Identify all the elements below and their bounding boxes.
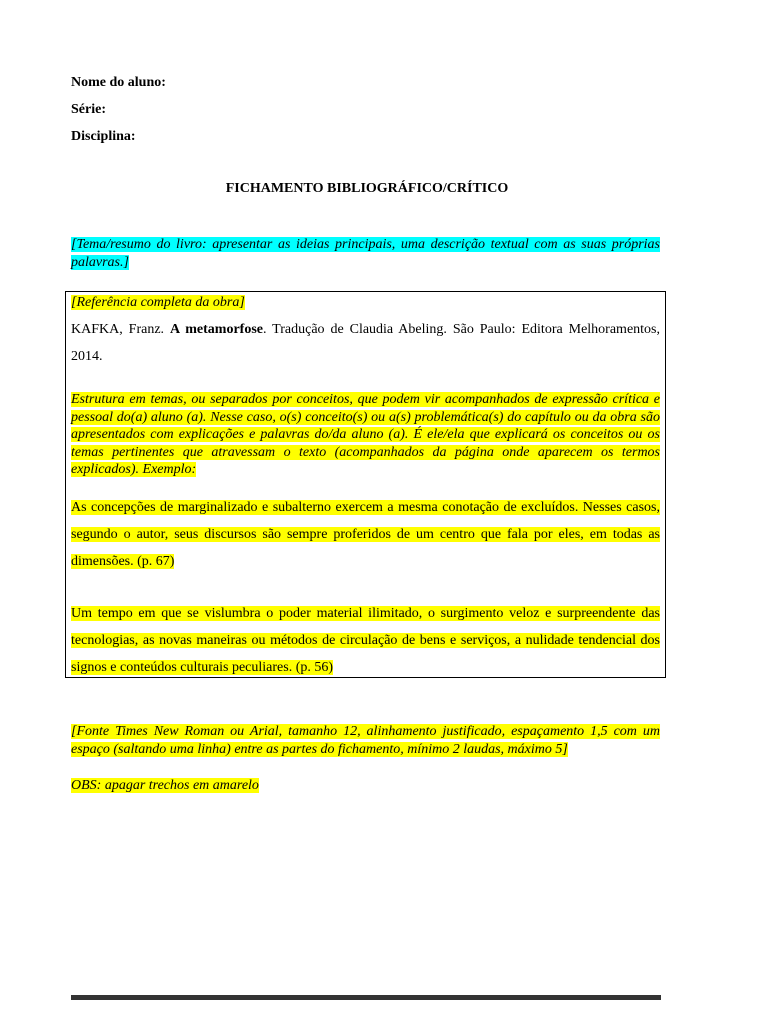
example-quote-1-text: As concepções de marginalizado e subalterno exercem a mesma conotação de excluídos. Nesses casos, segundo o autor, seus discursos são sempre proferidos de um centro que fala por eles, em todas as dimensões. (p. 67): [71, 500, 660, 569]
reference-label: [71, 294, 660, 312]
obs-note: [71, 777, 660, 795]
example-quote-2-text: Um tempo em que se vislumbra o poder material ilimitado, o surgimento veloz e surpreendente das tecnologias, as novas maneiras ou métodos de circulação de bens e serviços, a nulidade tendencial dos signos e conteúdos culturais peculiares. (p. 56): [71, 606, 660, 675]
theme-instruction-text: [Tema/resumo do livro: apresentar as ideias principais, uma descrição textual com as suas próprias palavras.]: [71, 237, 660, 270]
example-quote-2: [71, 600, 660, 681]
reference-author: KAFKA, Franz.: [71, 322, 170, 337]
reference-book-title: A metamorfose: [169, 322, 263, 337]
subject-label: Disciplina:: [71, 129, 136, 144]
structure-instruction: [71, 391, 660, 479]
reference-details: . Tradução de Claudia Abeling. São Paulo: Editora Melhoramentos, 2014.: [71, 322, 660, 364]
grade-label: Série:: [71, 102, 106, 117]
reference-label-text: [Referência completa da obra]: [71, 295, 245, 310]
structure-instruction-text: Estrutura em temas, ou separados por conceitos, que podem vir acompanhados de expressão crítica e pessoal do(a) aluno (a). Nesse caso, o(s) conceito(s) ou a(s) problemática(s) do capítulo ou da obra são apresentados com explicações e palavras do/da aluno (a). É ele/ela que explicará os conceitos ou os temas pertinentes que atravessam o texto (acompanhados da página onde aparecem os termos explicados). Exemplo:: [71, 392, 660, 478]
theme-instruction: [71, 236, 660, 272]
font-instruction: [71, 723, 660, 759]
student-name-label: Nome do aluno:: [71, 75, 166, 90]
bottom-divider: [71, 995, 661, 1000]
reference-citation: [71, 316, 660, 370]
document-title: FICHAMENTO BIBLIOGRÁFICO/CRÍTICO: [225, 181, 509, 196]
reference-box: [65, 291, 666, 678]
obs-note-text: OBS: apagar trechos em amarelo: [71, 778, 259, 793]
example-quote-1: [71, 494, 660, 575]
font-instruction-text: [Fonte Times New Roman ou Arial, tamanho 12, alinhamento justificado, espaçamento 1,5 com um espaço (saltando uma linha) entre as partes do fichamento, mínimo 2 laudas, máximo 5]: [71, 724, 660, 757]
